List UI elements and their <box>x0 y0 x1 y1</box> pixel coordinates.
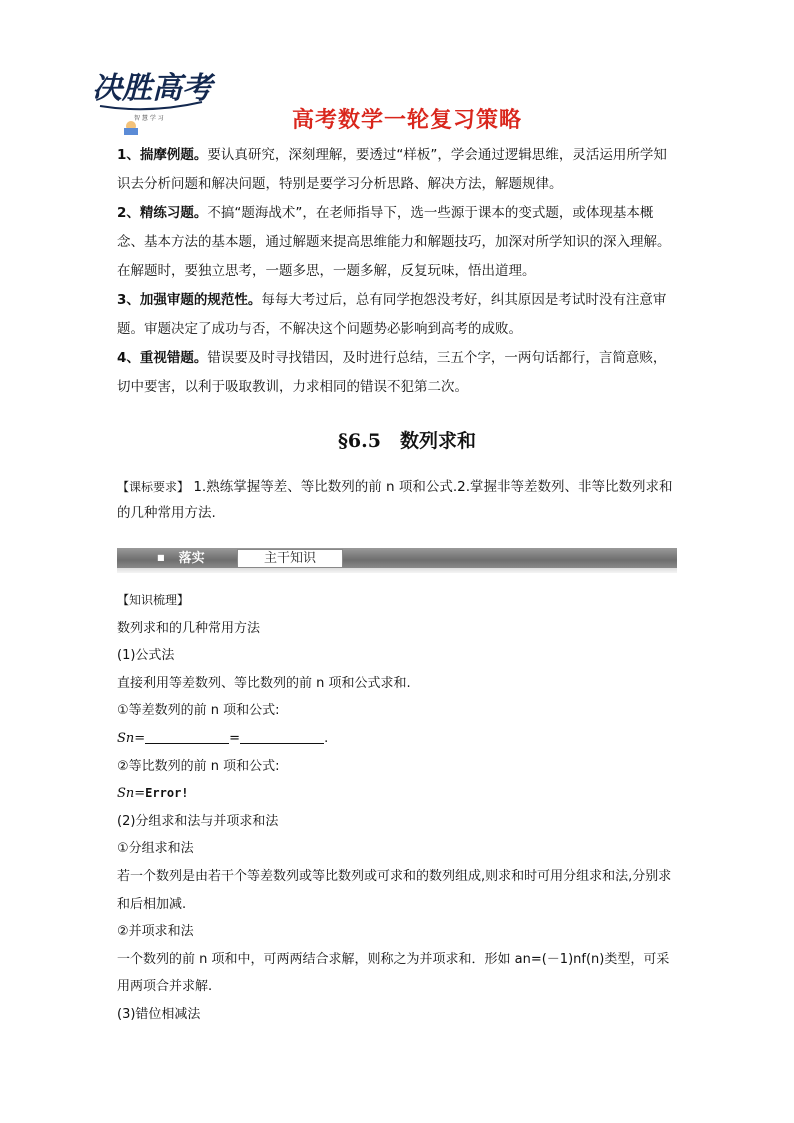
strategy-item: 4、重视错题。错误要及时寻找错因，及时进行总结，三五个字，一两句话都行，言简意赅，切中要害，以利于吸取教训，力求相同的错误不犯第二次。 <box>117 350 667 395</box>
requirement-text: 1.熟练掌握等差、等比数列的前 n 项和公式.2.掌握非等差数列、非等比数列求和的几种常用方法. <box>117 479 673 521</box>
formula-line <box>117 780 679 808</box>
banner-shadow <box>117 568 677 573</box>
formula-line: Sn= = . <box>117 730 329 746</box>
text-line: 直接利用等差数列、等比数列的前 n 项和公式求和. <box>117 675 411 691</box>
subsection-heading: 【知识梳理】 <box>117 593 190 607</box>
requirement-tag: 【课标要求】 <box>117 480 190 494</box>
paragraph: 若一个数列是由若干个等差数列或等比数列或可求和的数列组成,则求和时可用分组求和法,分别求和后相加减. <box>117 868 672 912</box>
banner-label-left: ■ 落实 <box>157 551 205 566</box>
logo-text: 决胜高考 <box>92 71 212 106</box>
paragraph: 一个数列的前 n 项和中，可两两结合求解，则称之为并项求和．形如 an=(－1)nf(n)类型，可采用两项合并求解. <box>117 951 670 995</box>
text-line: (1)公式法 <box>117 648 175 664</box>
strategy-list <box>117 141 679 402</box>
formula-label: Sn= <box>117 786 146 802</box>
text-line: (2)分组求和法与并项求和法 <box>117 813 279 829</box>
strategy-item: 1、揣摩例题。要认真研究，深刻理解，要透过“样板”，学会通过逻辑思维，灵活运用所学知识去分析问题和解决问题，特别是要学习分析思路、解决方法，解题规律。 <box>117 147 667 192</box>
error-text: Error! <box>145 786 189 801</box>
answer-blank[interactable] <box>240 730 324 744</box>
text-line: ①等差数列的前 n 项和公式: <box>117 703 280 719</box>
square-bullet-icon: ■ <box>157 553 165 562</box>
logo-subtext: 智 慧 学 习 <box>134 115 164 122</box>
formula-label: Sn= <box>117 730 146 746</box>
text-line: (3)错位相减法 <box>117 1006 201 1022</box>
knowledge-section <box>117 587 679 1029</box>
strategy-item: 2、精练习题。不搞“题海战术”，在老师指导下，选一些源于课本的变式题，或体现基本概念、基本方法的基本题，通过解题来提高思维能力和解题技巧，加深对所学知识的深入理解。在解题时，要独立思考，一题多思，一题多解，反复玩味，悟出道理。 <box>117 205 671 279</box>
text-line: ②等比数列的前 n 项和公式: <box>117 758 280 774</box>
curriculum-requirement <box>117 474 679 526</box>
strategy-item: 3、加强审题的规范性。每每大考过后，总有同学抱怨没考好，纠其原因是考试时没有注意审题。审题决定了成功与否，不解决这个问题势必影响到高考的成败。 <box>117 292 667 337</box>
section-title: §6.5 数列求和 <box>338 430 476 452</box>
text-line: 数列求和的几种常用方法 <box>117 620 261 636</box>
answer-blank[interactable] <box>145 730 229 744</box>
page-title: 高考数学一轮复习策略 <box>291 108 522 133</box>
text-line: ①分组求和法 <box>117 841 194 857</box>
banner-label-right: 主干知识 <box>237 549 343 568</box>
text-line: ②并项求和法 <box>117 924 194 940</box>
